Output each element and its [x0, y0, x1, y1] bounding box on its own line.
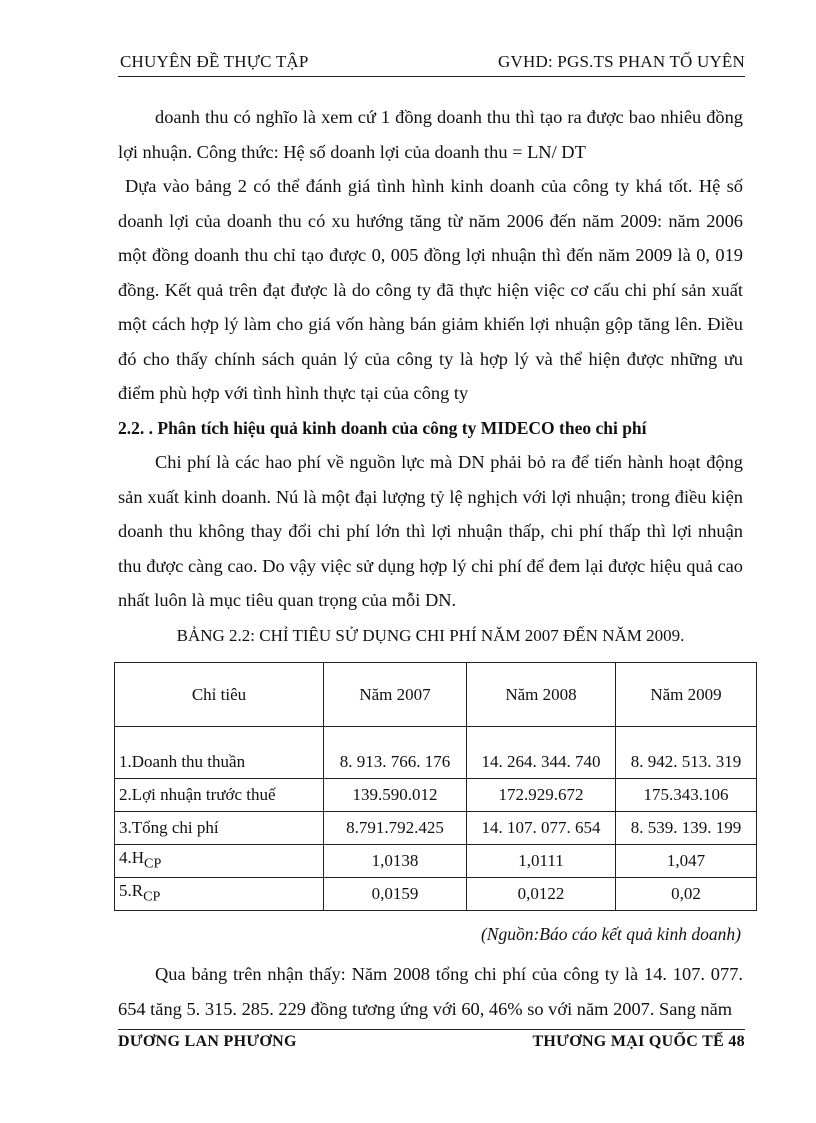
table-cell: 0,0159 [324, 878, 467, 911]
table-cell: 175.343.106 [616, 779, 757, 812]
table-cell: 8. 942. 513. 319 [616, 727, 757, 779]
table-row [115, 878, 757, 911]
header-supervisor: GVHD: PGS.TS PHAN TỐ UYÊN [498, 52, 745, 71]
paragraph-1: doanh thu có nghĩo là xem cứ 1 đồng doanh thu thì tạo ra được bao nhiêu đồng lợi nhuận. Công thức: Hệ số doanh lợi của doanh thu = LN/ DT [118, 107, 743, 162]
footer-author: DƯƠNG LAN PHƯƠNG [118, 1033, 297, 1050]
row-label-text: 5.R [119, 881, 144, 901]
section-heading: 2.2. . Phân tích hiệu quả kinh doanh của công ty MIDECO theo chi phí [118, 417, 647, 438]
row-label: 2.Lợi nhuận trước thuế [115, 779, 324, 812]
table-header-row [115, 663, 757, 727]
table-header-cell: Năm 2009 [616, 663, 757, 727]
table-cell: 8.791.792.425 [324, 812, 467, 845]
table-row [115, 779, 757, 812]
row-label: 3.Tổng chi phí [115, 812, 324, 845]
table-source-note: (Nguồn:Báo cáo kết quả kinh doanh) [480, 924, 741, 944]
paragraph-4: Qua bảng trên nhận thấy: Năm 2008 tổng chi phí của công ty là 14. 107. 077. 654 tăng 5. 315. 285. 229 đồng tương ứng với 60, 46% so với năm 2007. Sang năm [118, 964, 743, 1019]
row-label: 1.Doanh thu thuần [115, 727, 324, 779]
table-header-cell: Chỉ tiêu [115, 663, 324, 727]
table-cell: 1,047 [616, 845, 757, 878]
table-row [115, 812, 757, 845]
row-label-subscript: CP [144, 855, 162, 872]
page-footer [118, 1029, 745, 1050]
paragraph-3: Chi phí là các hao phí về nguồn lực mà DN phải bỏ ra để tiến hành hoạt động sản xuất kinh doanh. Nú là một đại lượng tỷ lệ nghịch với lợi nhuận; trong điều kiện doanh thu không thay đổi chi phí lớn thì lợi nhuận thấp, chi phí thấp thì lợi nhuận thu được càng cao. Do vậy việc sử dụng hợp lý chi phí để đem lại được hiệu quả cao nhất luôn là mục tiêu quan trọng của mỗi DN. [118, 452, 743, 610]
table-cell: 0,0122 [467, 878, 616, 911]
table-row [115, 845, 757, 878]
table-cell: 172.929.672 [467, 779, 616, 812]
document-body [118, 100, 743, 1026]
row-label-subscript: CP [143, 888, 161, 905]
table-row [115, 727, 757, 779]
table-header-cell: Năm 2007 [324, 663, 467, 727]
header-title: CHUYÊN ĐỀ THỰC TẬP [120, 52, 309, 71]
row-label [115, 878, 324, 911]
table-cell: 8. 913. 766. 176 [324, 727, 467, 779]
row-label [115, 845, 324, 878]
table-cell: 0,02 [616, 878, 757, 911]
row-label-text: 4.H [119, 848, 145, 868]
table-cell: 139.590.012 [324, 779, 467, 812]
table-cell: 1,0111 [467, 845, 616, 878]
table-cell: 14. 264. 344. 740 [467, 727, 616, 779]
table-cell: 1,0138 [324, 845, 467, 878]
cost-indicator-table [114, 662, 757, 911]
table-cell: 14. 107. 077. 654 [467, 812, 616, 845]
footer-page-info: THƯƠNG MẠI QUỐC TẾ 48 [532, 1033, 745, 1050]
table-header-cell: Năm 2008 [467, 663, 616, 727]
table-caption: BẢNG 2.2: CHỈ TIÊU SỬ DỤNG CHI PHÍ NĂM 2007 ĐẾN NĂM 2009. [176, 625, 685, 645]
table-cell: 8. 539. 139. 199 [616, 812, 757, 845]
page-header [118, 50, 745, 77]
paragraph-2: Dựa vào bảng 2 có thể đánh giá tình hình kinh doanh của công ty khá tốt. Hệ số doanh lợi của doanh thu có xu hướng tăng từ năm 2006 đến năm 2009: năm 2006 một đồng doanh thu chỉ tạo được 0, 005 đồng lợi nhuận thì đến năm 2009 là 0, 019 đồng. Kết quả trên đạt được là do công ty đã thực hiện việc cơ cấu chi phí sản xuất một cách hợp lý làm cho giá vốn hàng bán giảm khiến lợi nhuận gộp tăng lên. Điều đó cho thấy chính sách quản lý của công ty là hợp lý và thể hiện được những ưu điểm phù hợp với tình hình thực tại của công ty [118, 176, 743, 403]
